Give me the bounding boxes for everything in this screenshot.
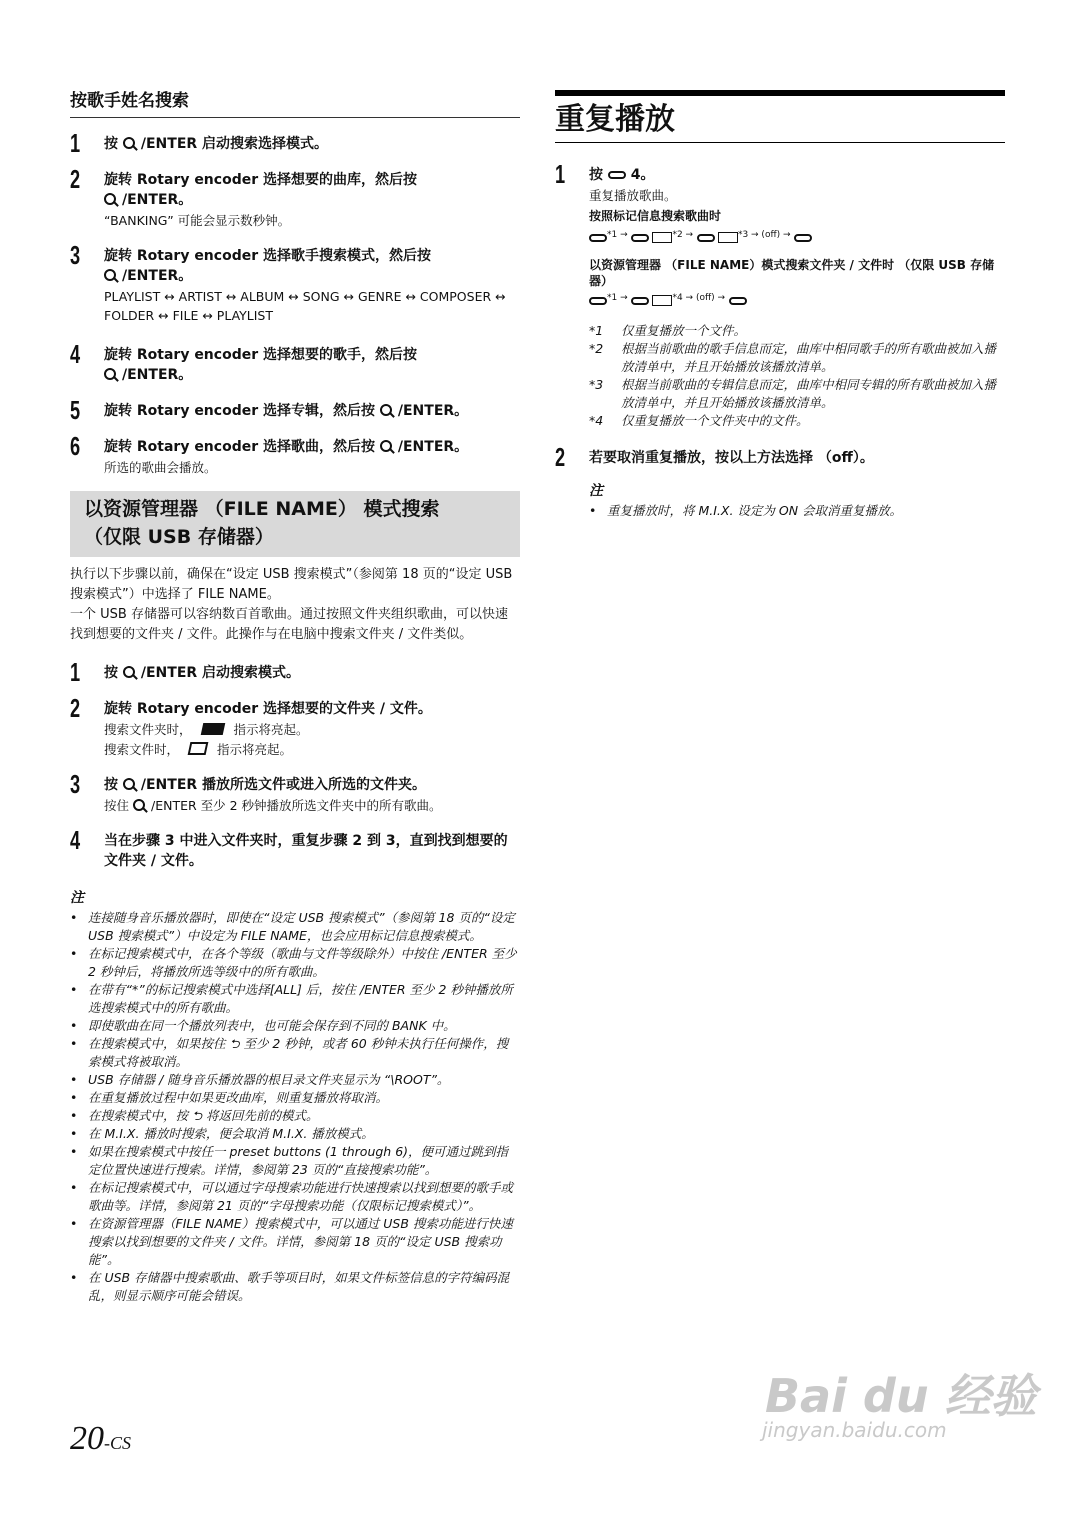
note-item: • 在标记搜索模式中，在各个等级（歌曲与文件等级除外）中按住 /ENTER 至少 2 秒钟后，将播放所选等级中的所有歌曲。 <box>70 945 520 981</box>
footnote: *3 根据当前歌曲的专辑信息而定，曲库中相同专辑的所有歌曲被加入播放清单中，并且开始播放该播放清单。 <box>589 377 997 410</box>
note-item: • 在搜索模式中，按 ⮌ 将返回先前的模式。 <box>70 1107 520 1125</box>
watermark-logo: Bai du 经验 <box>765 1369 1037 1423</box>
step-number: 4 <box>70 825 81 855</box>
file-repeat-sequence: $^{*1 \to}$ $^{*4 \to (off) \to}$ <box>589 289 1005 310</box>
note-item: • USB 存储器 / 随身音乐播放器的根目录文件夹显示为 “\ROOT”。 <box>70 1071 520 1089</box>
right-column <box>555 90 1005 520</box>
notes-heading: 注 <box>589 483 603 499</box>
search-icon <box>123 778 135 790</box>
watermark-url: jingyan.baidu.com <box>762 1418 947 1442</box>
search-icon <box>133 799 145 811</box>
step-2: 2 旋转 Rotary encoder 选择想要的曲库，然后按 /ENTER。 “BANKING” 可能会显示数秒钟。 <box>70 164 417 228</box>
note-item: • 如果在搜索模式中按任一 preset buttons (1 through 6)，便可通过跳到指定位置快速进行搜索。详情，参阅第 23 页的“直接搜索功能”。 <box>70 1143 520 1179</box>
step-number: 2 <box>70 164 81 194</box>
step-number: 3 <box>70 240 81 270</box>
step-number: 1 <box>70 128 81 158</box>
file-step-2: 2 旋转 Rotary encoder 选择想要的文件夹 / 文件。 搜索文件夹时， 指示将亮起。 搜索文件时， 指示将亮起。 <box>70 693 432 757</box>
note-item: • 在 USB 存储器中搜索歌曲、歌手等项目时，如果文件标签信息的字符编码混乱，则显示顺序可能会错误。 <box>70 1269 520 1305</box>
repeat-icon <box>631 234 649 242</box>
search-icon <box>123 666 135 678</box>
note-item: • 在 M.I.X. 播放时搜索，便会取消 M.I.X. 播放模式。 <box>70 1125 520 1143</box>
footnote: *4 仅重复播放一个文件夹中的文件。 <box>589 413 809 428</box>
note-item: • 重复播放时，将 M.I.X. 设定为 ON 会取消重复播放。 <box>589 502 1005 520</box>
step-4: 4 旋转 Rotary encoder 选择想要的歌手，然后按 /ENTER。 <box>70 339 417 383</box>
step-number: 3 <box>70 769 81 799</box>
notes-list <box>555 502 1005 520</box>
folder-icon <box>652 232 672 243</box>
repeat-icon <box>589 297 607 305</box>
footnote: *1 仅重复播放一个文件。 <box>589 323 747 338</box>
repeat-icon <box>631 297 649 305</box>
page-number: 20-CS <box>70 1420 131 1457</box>
note-item: • 在资源管理器（FILE NAME）搜索模式中，可以通过 USB 搜索功能进行快速搜索以找到想要的文件夹 / 文件。详情，参阅第 18 页的“设定 USB 搜索功能”。 <box>70 1215 520 1269</box>
repeat-step-1: 1 按 4。 重复播放歌曲。 按照标记信息搜索歌曲时 $^{*1 \to}$ $^{*2 \to}$ $^{*3 \to (off) \to}$ 以资源管理器 （FILE NAME）模式搜索文件夹 / 文件时 （仅限 USB 存储器） $^{*1 \to}$ $^{*4 \to (off) \to}$ *1 仅重复播放一个文件。 *2 根据当前歌曲的歌手信息而定，曲库中相同歌手的所有歌曲被加入播放清单中，并且开始播放该播放清单。 *3 根据当前歌曲的专辑信息而定，曲库中相同专辑的所有歌曲被加入播放清单中，并且开始播放该播放清单。 *4 仅重复播放一个文件夹中的文件。 <box>555 165 1005 430</box>
step-number: 6 <box>70 431 81 461</box>
repeat-icon <box>729 297 747 305</box>
step-number: 5 <box>70 395 81 425</box>
search-icon <box>380 404 392 416</box>
note-item: • 在带有“*”的标记搜索模式中选择[ALL] 后，按住 /ENTER 至少 2 秒钟播放所选搜索模式中的所有歌曲。 <box>70 981 520 1017</box>
repeat-icon <box>697 234 715 242</box>
tag-repeat-sequence: $^{*1 \to}$ $^{*2 \to}$ $^{*3 \to (off) \to}$ <box>589 226 1005 247</box>
mode-sequence: PLAYLIST ↔ ARTIST ↔ ALBUM ↔ SONG ↔ GENRE ↔ COMPOSER ↔ FOLDER ↔ FILE ↔ PLAYLIST <box>104 289 506 323</box>
notes-heading: 注 <box>70 890 84 906</box>
file-step-3: 3 按 /ENTER 播放所选文件或进入所选的文件夹。 按住 /ENTER 至少 2 秒钟播放所选文件夹中的所有歌曲。 <box>70 769 442 813</box>
file-step-1: 1 按 /ENTER 启动搜索模式。 <box>70 657 301 687</box>
note-item: • 在重复播放过程中如果更改曲库，则重复播放将取消。 <box>70 1089 520 1107</box>
step-6: 6 旋转 Rotary encoder 选择歌曲，然后按 /ENTER。 所选的歌曲会播放。 <box>70 431 469 475</box>
step-number: 2 <box>555 442 566 472</box>
left-column <box>70 86 520 1305</box>
step-number: 1 <box>555 159 566 189</box>
repeat-step-2: 2 若要取消重复播放，按以上方法选择 （off）。 <box>555 442 874 472</box>
intro-paragraph: 执行以下步骤以前，确保在“设定 USB 搜索模式”（参阅第 18 页的“设定 USB 搜索模式”）中选择了 FILE NAME。 一个 USB 存储器可以容纳数百首歌曲。通过按照文件夹组织歌曲，可以快速找到想要的文件夹 / 文件。此操作与在电脑中搜索文件夹 / 文件类似。 <box>70 567 513 642</box>
folder-indicator-icon <box>200 723 225 735</box>
file-indicator-icon <box>188 742 209 755</box>
note-item: • 即使歌曲在同一个播放列表中，也可能会保存到不同的 BANK 中。 <box>70 1017 520 1035</box>
step-number: 2 <box>70 693 81 723</box>
search-icon <box>104 269 116 281</box>
footnote: *2 根据当前歌曲的歌手信息而定，曲库中相同歌手的所有歌曲被加入播放清单中，并且开始播放该播放清单。 <box>589 341 997 374</box>
search-icon <box>104 368 116 380</box>
notes-list <box>70 909 520 1305</box>
search-icon <box>104 193 116 205</box>
repeat-icon <box>589 234 607 242</box>
search-icon <box>380 440 392 452</box>
section-title-artist-search: 按歌手姓名搜索 <box>70 86 520 118</box>
step-number: 1 <box>70 657 81 687</box>
note-item: • 在标记搜索模式中，可以通过字母搜索功能进行快速搜索以找到想要的歌手或歌曲等。详情，参阅第 21 页的“字母搜索功能（仅限标记搜索模式）”。 <box>70 1179 520 1215</box>
step-1: 1 按 /ENTER 启动搜索选择模式。 <box>70 128 329 158</box>
search-icon <box>123 137 135 149</box>
note-item: • 连接随身音乐播放器时，即使在“设定 USB 搜索模式”（参阅第 18 页的“设定 USB 搜索模式”）中设定为 FILE NAME，也会应用标记信息搜索模式。 <box>70 909 520 945</box>
footnotes <box>589 322 1005 430</box>
step-number: 4 <box>70 339 81 369</box>
page-title: 重复播放 <box>555 90 1005 143</box>
section-title-file-name-search: 以资源管理器 （FILE NAME） 模式搜索 （仅限 USB 存储器） <box>70 491 520 557</box>
repeat-icon <box>794 234 812 242</box>
step-3: 3 旋转 Rotary encoder 选择歌手搜索模式，然后按 /ENTER。 PLAYLIST ↔ ARTIST ↔ ALBUM ↔ SONG ↔ GENRE ↔ COMPOSER ↔ FOLDER ↔ FILE ↔ PLAYLIST <box>70 246 520 325</box>
repeat-icon <box>608 171 626 179</box>
folder-icon <box>652 295 672 306</box>
file-step-4: 4 当在步骤 3 中进入文件夹时，重复步骤 2 到 3，直到找到想要的文件夹 / 文件。 <box>70 825 508 869</box>
folder-icon <box>718 232 738 243</box>
step-5: 5 旋转 Rotary encoder 选择专辑，然后按 /ENTER。 <box>70 395 469 425</box>
note-item: • 在搜索模式中，如果按住 ⮌ 至少 2 秒钟，或者 60 秒钟未执行任何操作，搜索模式将被取消。 <box>70 1035 520 1071</box>
